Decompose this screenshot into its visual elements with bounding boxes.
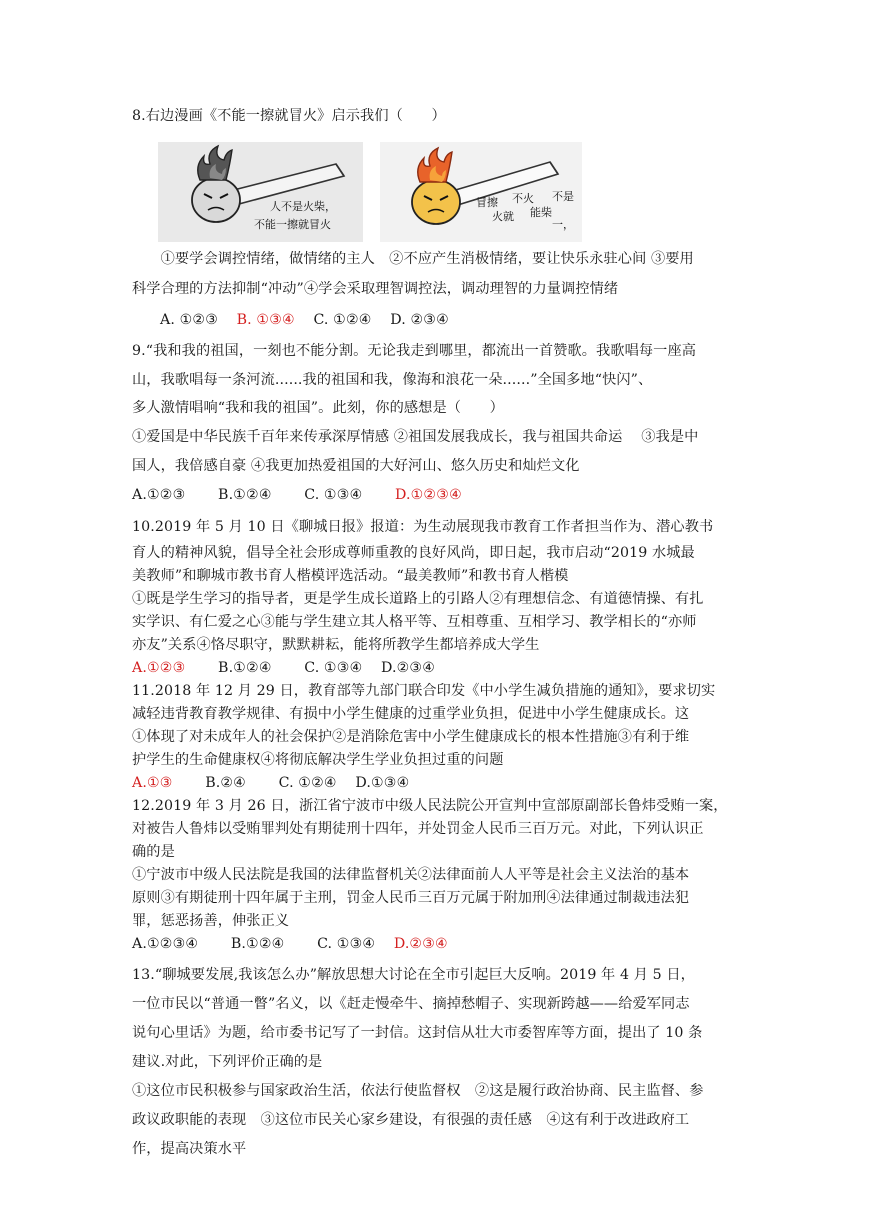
- q8-body-2: 科学合理的方法抑制“冲动”④学会采取理智调控法，调动理智的力量调控情绪: [132, 281, 619, 297]
- q13-line-5: ①这位市民积极参与国家政治生活，依法行使监督权 ②这是履行政治协商、民主监督、参: [132, 1083, 704, 1099]
- q9-option-c: C. ①③④: [304, 487, 363, 503]
- q10-line-1: 10.2019 年 5 月 10 日《聊城日报》报道：为生动展现我市教育工作者担当作为、潜心教书: [132, 519, 714, 535]
- q10-options: [132, 658, 742, 678]
- q10-option-b: B.①②④: [218, 660, 272, 676]
- q8-options: [160, 310, 770, 330]
- q9-line-1: 9.“我和我的祖国，一刻也不能分割。无论我走到哪里，都流出一首赞歌。我歌唱每一座高: [132, 343, 697, 359]
- q8-option-b: B. ①③④: [236, 312, 295, 328]
- q8-option-d: D. ②③④: [390, 312, 449, 328]
- cartoon2-caption-5: 不是: [552, 190, 574, 203]
- q11-option-d: D.①③④: [355, 775, 410, 791]
- cartoon2-caption-6: 一，: [552, 218, 574, 231]
- q8-stem: 8.右边漫画《不能一擦就冒火》启示我们（ ）: [132, 108, 446, 124]
- q10-line-3: 美教师”和聊城市教书育人楷模评选活动。“最美教师”和教书育人楷模: [132, 568, 569, 584]
- cartoon2-caption-3: 不火: [512, 192, 534, 205]
- q8-option-c: C. ①②④: [313, 312, 372, 328]
- q12-option-b: B.①②④: [230, 936, 285, 952]
- q13-line-2: 一位市民以“普通一瞥”名义，以《赶走慢牵牛、摘掉愁帽子、实现新跨越——给爱军同志: [132, 996, 690, 1012]
- q12-line-3: 确的是: [132, 844, 175, 860]
- q12-option-c: C. ①③④: [317, 936, 376, 952]
- q8-body-1: ①要学会调控情绪，做情绪的主人 ②不应产生消极情绪，要让快乐永驻心间 ③要用: [132, 251, 694, 267]
- cartoon2-caption-2: 火就: [492, 210, 514, 223]
- q12-option-a: A.①②③④: [132, 936, 199, 952]
- q12-line-4: ①宁波市中级人民法院是我国的法律监督机关②法律面前人人平等是社会主义法治的基本: [132, 867, 690, 883]
- q10-line-5: 实学识、有仁爱之心③能与学生建立其人格平等、互相尊重、互相学习、教学相长的“亦师: [132, 614, 697, 630]
- q12-line-2: 对被告人鲁炜以受贿罪判处有期徒刑十四年，并处罚金人民币三百万元。对此，下列认识正: [132, 821, 704, 837]
- q11-option-b: B.②④: [205, 775, 246, 791]
- q11-option-a: A.①③: [132, 775, 173, 791]
- q9-options: [132, 485, 742, 505]
- q11-options: [132, 773, 742, 793]
- q12-options: [132, 934, 742, 954]
- q13-line-7: 作，提高决策水平: [132, 1141, 247, 1157]
- q13-line-1: 13.“聊城要发展,我该怎么办”解放思想大讨论在全市引起巨大反响。2019 年 4 月 5 日，: [132, 967, 695, 983]
- q8-option-a: A. ①②③: [160, 312, 219, 328]
- q9-line-2: 山，我歌唱每一条河流......我的祖国和我，像海和浪花一朵......”全国多地“快闪”、: [132, 372, 653, 388]
- cartoon2-caption-1: 冒擦: [476, 196, 498, 209]
- q12-line-6: 罪，惩恶扬善，伸张正义: [132, 913, 290, 929]
- q9-line-4: ①爱国是中华民族千百年来传承深厚情感 ②祖国发展我成长，我与祖国共命运 ③我是中: [132, 429, 699, 445]
- q11-option-c: C. ①②④: [278, 775, 337, 791]
- q13-line-6: 政议政职能的表现 ③这位市民关心家乡建设，有很强的责任感 ④这有利于改进政府工: [132, 1112, 690, 1128]
- q10-line-6: 亦友”关系④恪尽职守，默默耕耘，能将所教学生都培养成大学生: [132, 637, 540, 653]
- q13-line-3: 说句心里话》为题，给市委书记写了一封信。这封信从壮大市委智库等方面，提出了 10 条: [132, 1025, 703, 1041]
- q12-line-5: 原则③有期徒刑十四年属于主刑，罚金人民币三百万元属于附加刑④法律通过制裁违法犯: [132, 890, 690, 906]
- q10-option-c: C. ①③④: [304, 660, 363, 676]
- q9-line-3: 多人激情唱响“我和我的祖国”。此刻，你的感想是（ ）: [132, 400, 504, 416]
- q11-line-1: 11.2018 年 12 月 29 日，教育部等九部门联合印发《中小学生减负措施的通知》，要求切实: [132, 683, 716, 699]
- match-cartoon-left: [158, 142, 363, 242]
- q10-line-2: 育人的精神风貌，倡导全社会形成尊师重教的良好风尚，即日起，我市启动“2019 水城最: [132, 545, 695, 561]
- q9-option-a: A.①②③: [132, 487, 186, 503]
- q10-option-a: A.①②③: [132, 660, 186, 676]
- q11-line-3: ①体现了对未成年人的社会保护②是消除危害中小学生健康成长的根本性措施③有利于维: [132, 729, 690, 745]
- q11-line-2: 减轻违背教育教学规律、有损中小学生健康的过重学业负担，促进中小学生健康成长。这: [132, 706, 690, 722]
- q9-option-d: D.①②③④: [395, 487, 462, 503]
- q12-option-d: D.②③④: [393, 936, 448, 952]
- q10-option-d: D.②③④: [381, 660, 436, 676]
- cartoon1-caption-2: 不能一擦就冒火: [254, 218, 331, 231]
- cartoon2-caption-4: 能柴: [530, 206, 552, 219]
- cartoon1-caption-1: 人不是火柴，: [270, 200, 336, 213]
- match-cartoon-right: [380, 142, 582, 242]
- q10-line-4: ①既是学生学习的指导者，更是学生成长道路上的引路人②有理想信念、有道德情操、有扎: [132, 591, 704, 607]
- q11-line-4: 护学生的生命健康权④将彻底解决学生学业负担过重的问题: [132, 752, 504, 768]
- q9-option-b: B.①②④: [218, 487, 272, 503]
- q9-line-5: 国人，我倍感自豪 ④我更加热爱祖国的大好河山、悠久历史和灿烂文化: [132, 458, 580, 474]
- q12-line-1: 12.2019 年 3 月 26 日，浙江省宁波市中级人民法院公开宣判中宣部原副部长鲁炜受贿一案，: [132, 798, 728, 814]
- q13-line-4: 建议.对此，下列评价正确的是: [132, 1054, 323, 1070]
